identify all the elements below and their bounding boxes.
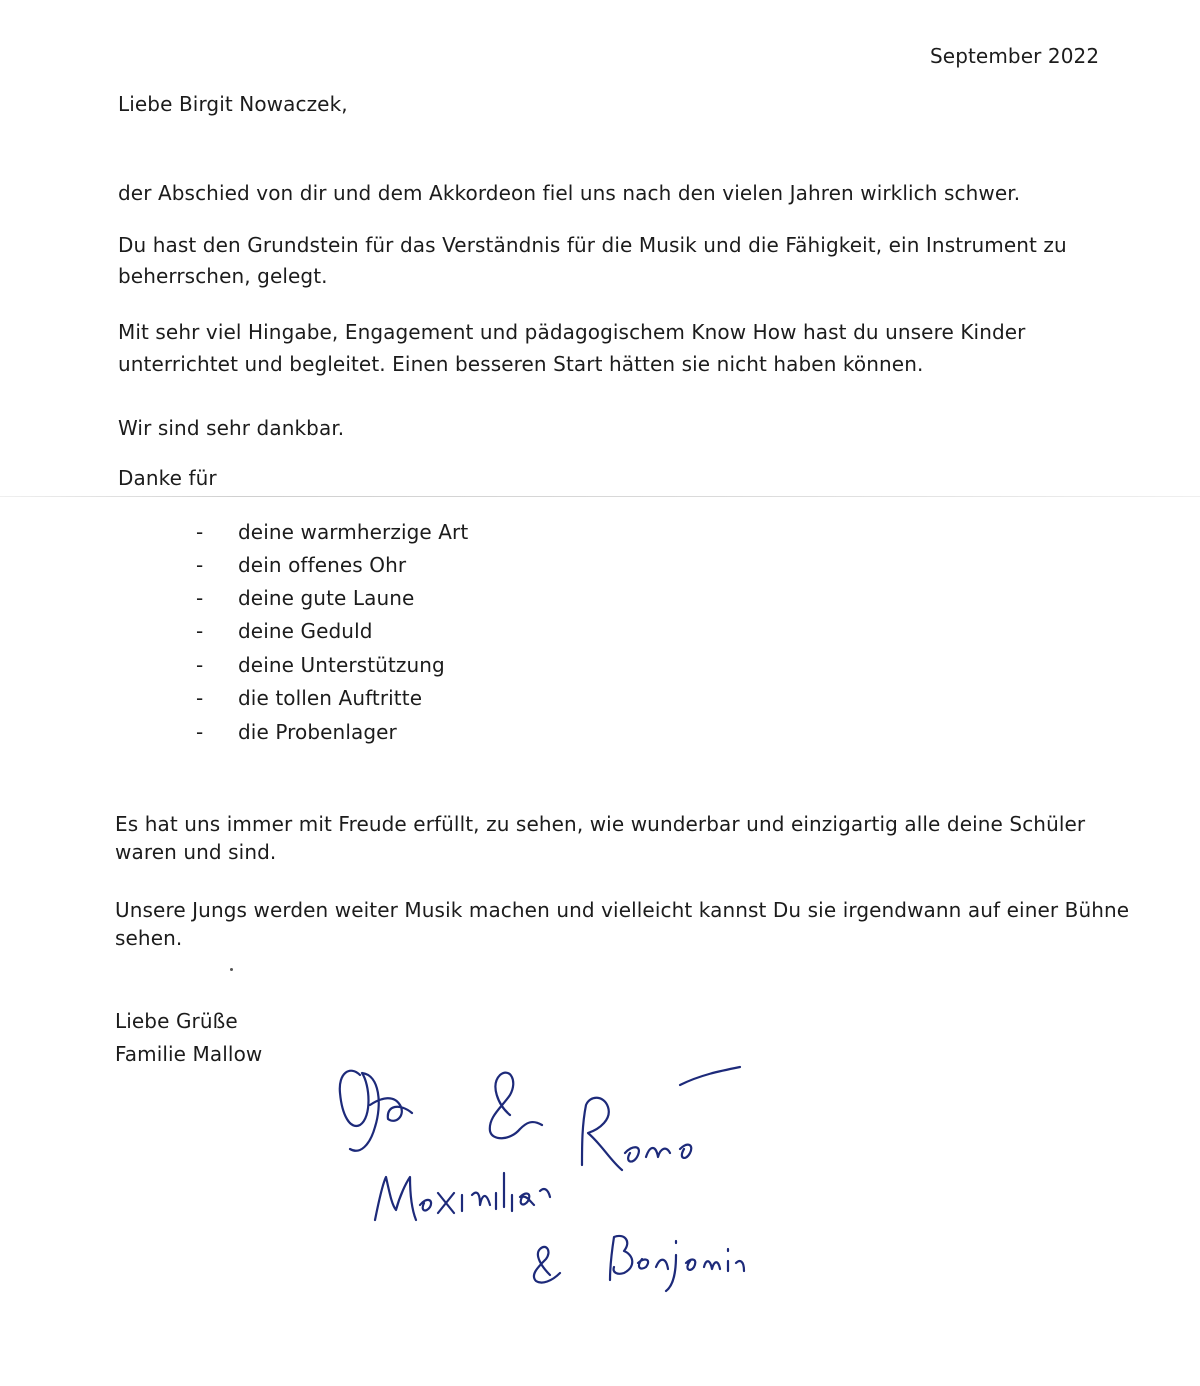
paragraph-foundation-line1: Du hast den Grundstein für das Verständnis für die Musik und die Fähigkeit, ein Instrument zu: [118, 233, 1067, 257]
list-item-text: deine Geduld: [238, 619, 373, 643]
paragraph-future-line2: sehen.: [115, 926, 183, 950]
bullet-dash: -: [196, 619, 204, 643]
signature-stroke-rene: [582, 1098, 691, 1170]
signature-stroke-anja: [340, 1071, 412, 1151]
list-item-text: deine warmherzige Art: [238, 520, 469, 544]
paragraph-joy-line1: Es hat uns immer mit Freude erfüllt, zu sehen, wie wunderbar und einzigartig alle deine Schüler: [115, 812, 1086, 836]
list-item-text: dein offenes Ohr: [238, 553, 407, 577]
bullet-dash: -: [196, 586, 204, 610]
letter-closing: Liebe Grüße: [115, 1009, 238, 1033]
thanks-intro: Danke für: [118, 466, 217, 490]
signature-accent: [680, 1067, 740, 1085]
handwritten-signature: [320, 1045, 790, 1305]
bullet-dash: -: [196, 520, 204, 544]
list-item-text: deine Unterstützung: [238, 653, 445, 677]
bullet-dash: -: [196, 720, 204, 744]
paragraph-gratitude: Wir sind sehr dankbar.: [118, 416, 345, 440]
letter-salutation: Liebe Birgit Nowaczek,: [118, 92, 348, 116]
paragraph-dedication-line2: unterrichtet und begleitet. Einen besseren Start hätten sie nicht haben können.: [118, 352, 924, 376]
paper-fold-line: [0, 496, 1200, 497]
list-item-text: deine gute Laune: [238, 586, 415, 610]
bullet-dash: -: [196, 653, 204, 677]
ink-speck: [230, 968, 233, 971]
paragraph-joy-line2: waren und sind.: [115, 840, 277, 864]
signature-stroke-amp1: [490, 1073, 542, 1139]
letter-sender: Familie Mallow: [115, 1042, 263, 1066]
signature-stroke-amp2: [534, 1247, 560, 1283]
signature-stroke-benjamin: [610, 1236, 744, 1291]
list-item-text: die Probenlager: [238, 720, 397, 744]
bullet-dash: -: [196, 686, 204, 710]
paragraph-future-line1: Unsere Jungs werden weiter Musik machen und vielleicht kannst Du sie irgendwann auf einer Bühne: [115, 898, 1130, 922]
paragraph-dedication-line1: Mit sehr viel Hingabe, Engagement und pädagogischem Know How hast du unsere Kinder: [118, 320, 1026, 344]
signature-stroke-maximilian: [375, 1173, 550, 1220]
bullet-dash: -: [196, 553, 204, 577]
paragraph-foundation-line2: beherrschen, gelegt.: [118, 264, 328, 288]
paragraph-farewell: der Abschied von dir und dem Akkordeon fiel uns nach den vielen Jahren wirklich schwer.: [118, 181, 1021, 205]
letter-date: September 2022: [930, 44, 1100, 68]
list-item-text: die tollen Auftritte: [238, 686, 423, 710]
